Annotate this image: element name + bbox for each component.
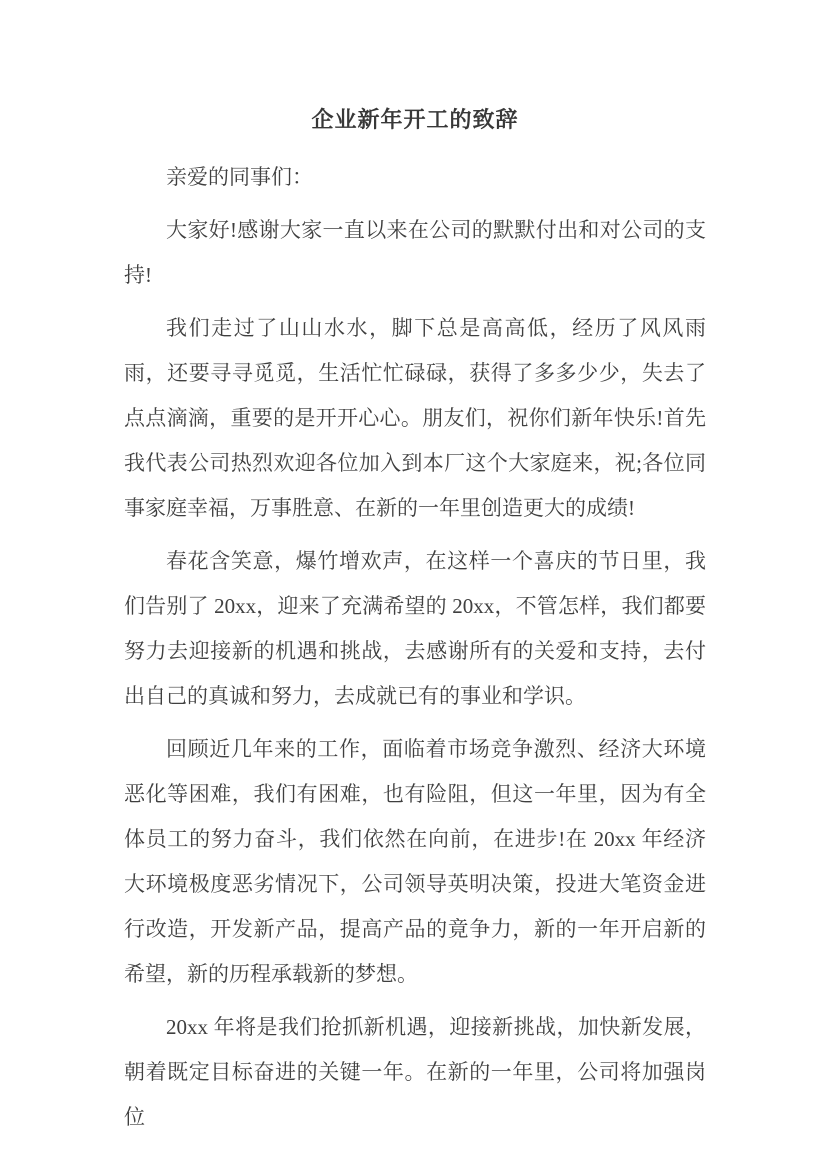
body-paragraph-4: 20xx 年将是我们抢抓新机遇，迎接新挑战，加快新发展，朝着既定目标奋进的关键一年。在新的一年里，公司将加强岗位 — [124, 1015, 706, 1129]
greeting-paragraph: 大家好!感谢大家一直以来在公司的默默付出和对公司的支持! — [124, 218, 706, 287]
document-title: 企业新年开工的致辞 — [311, 107, 519, 132]
body-paragraph-2: 春花含笑意，爆竹增欢声，在这样一个喜庆的节日里，我们告别了 20xx，迎来了充满希望的 20xx，不管怎样，我们都要努力去迎接新的机遇和挑战，去感谢所有的关爱和支持，去付出自己的真诚和努力，去成就已有的事业和学识。 — [124, 549, 706, 708]
body-paragraph-1: 我们走过了山山水水，脚下总是高高低，经历了风风雨雨，还要寻寻觅觅，生活忙忙碌碌，获得了多多少少，失去了点点滴滴，重要的是开开心心。朋友们，祝你们新年快乐!首先我代表公司热烈欢迎各位加入到本厂这个大家庭来，祝;各位同事家庭幸福，万事胜意、在新的一年里创造更大的成绩! — [124, 316, 706, 520]
salutation-paragraph: 亲爱的同事们： — [166, 165, 313, 189]
body-paragraph-3: 回顾近几年来的工作，面临着市场竞争激烈、经济大环境恶化等困难，我们有困难，也有险阻，但这一年里，因为有全体员工的努力奋斗，我们依然在向前，在进步!在 20xx 年经济大环境极度恶劣情况下，公司领导英明决策，投进大笔资金进行改造，开发新产品，提高产品的竟争力，新的一年开启新的希望，新的历程承载新的梦想。 — [124, 737, 706, 986]
